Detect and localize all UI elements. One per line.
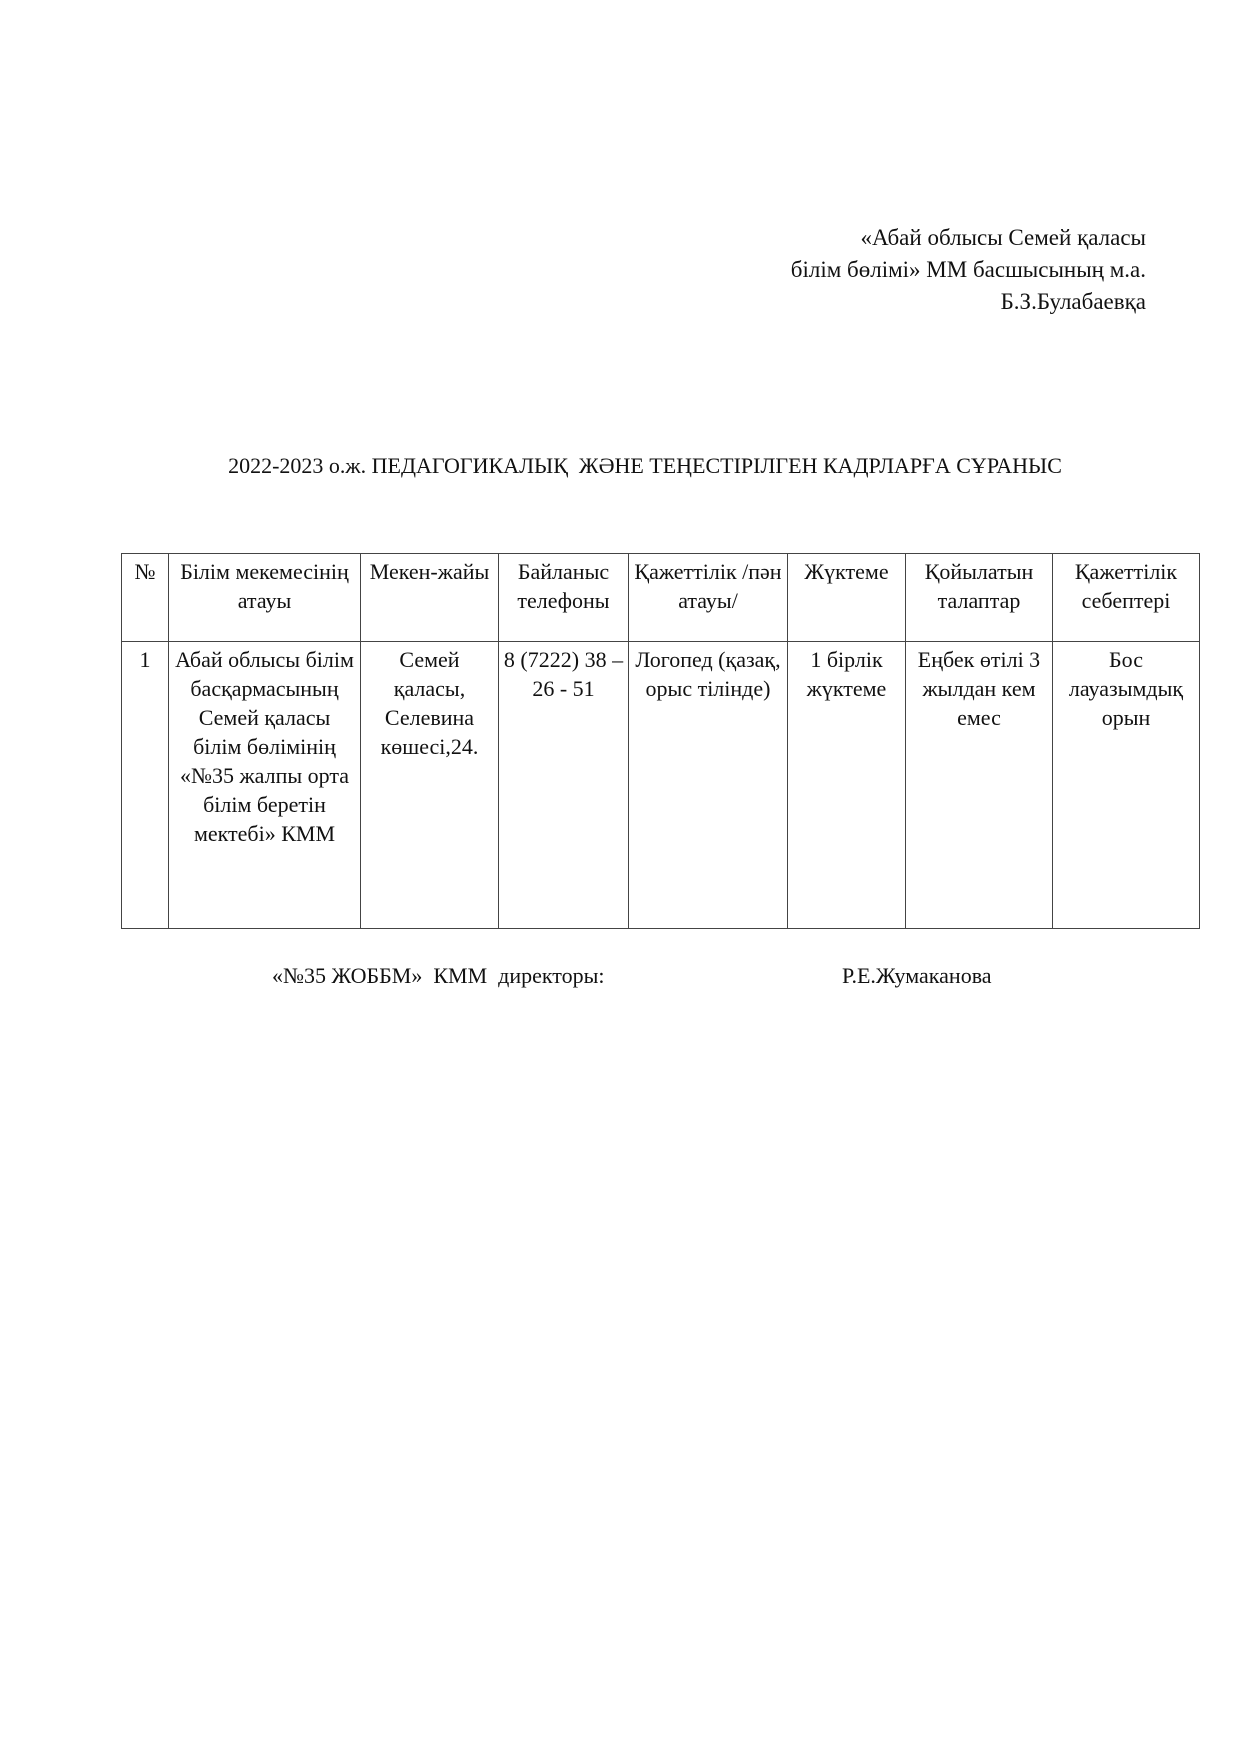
header-phone: Байланыс телефоны: [499, 554, 629, 642]
addressee-line-1: «Абай облысы Семей қаласы: [860, 225, 1146, 250]
document-title: 2022-2023 о.ж. ПЕДАГОГИКАЛЫҚ ЖӘНЕ ТЕҢЕСТІРІЛГЕН КАДРЛАРҒА СҰРАНЫС: [228, 453, 1062, 478]
header-address: Мекен-жайы: [361, 554, 499, 642]
cell-num: 1: [122, 642, 169, 929]
header-num: №: [122, 554, 169, 642]
table-row: [122, 642, 1200, 929]
addressee-block: [791, 222, 1146, 318]
cell-workload: 1 бірлік жүктеме: [788, 642, 906, 929]
header-institution: Білім мекемесінің атауы: [169, 554, 361, 642]
cell-address: Семей қаласы, Селевина көшесі,24.: [361, 642, 499, 929]
header-subject: Қажеттілік /пән атауы/: [629, 554, 788, 642]
staff-request-table: [121, 553, 1200, 929]
cell-institution: Абай облысы білім басқармасының Семей қаласы білім бөлімінің «№35 жалпы орта білім беретін мектебі» КММ: [169, 642, 361, 929]
header-workload: Жүктеме: [788, 554, 906, 642]
cell-reason: Бос лауазымдық орын: [1053, 642, 1200, 929]
header-reason: Қажеттілік себептері: [1053, 554, 1200, 642]
table-header-row: [122, 554, 1200, 642]
cell-requirements: Еңбек өтілі 3 жылдан кем емес: [906, 642, 1053, 929]
cell-subject: Логопед (қазақ, орыс тілінде): [629, 642, 788, 929]
addressee-line-2: білім бөлімі» ММ басшысының м.а.: [790, 257, 1146, 282]
header-requirements: Қойылатын талаптар: [906, 554, 1053, 642]
signature-role: «№35 ЖОББМ» КММ директоры:: [272, 963, 605, 988]
cell-phone: 8 (7222) 38 – 26 - 51: [499, 642, 629, 929]
addressee-line-3: Б.З.Булабаевқа: [1000, 289, 1146, 314]
signature-name: Р.Е.Жумаканова: [842, 963, 992, 988]
